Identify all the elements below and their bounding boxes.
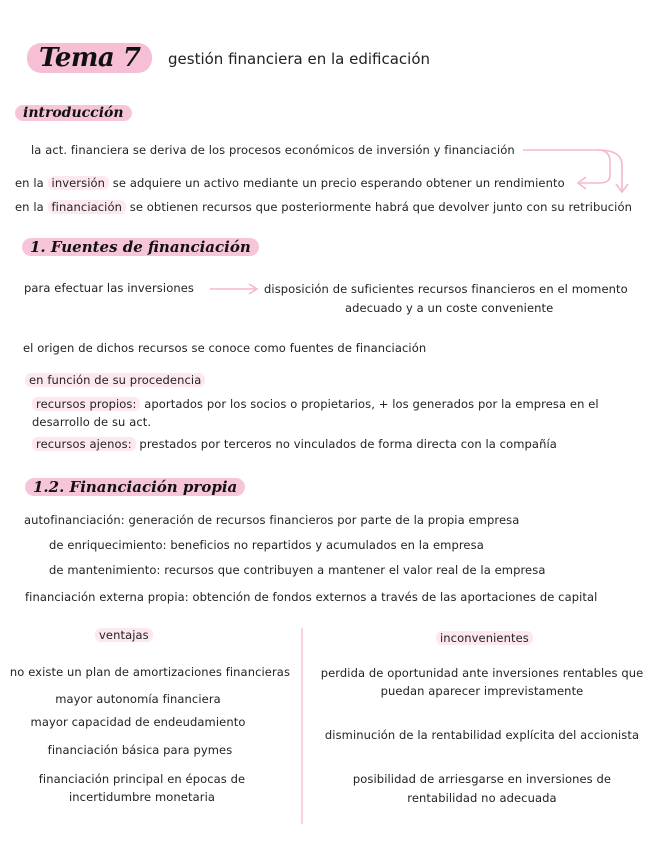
advantage-item: mayor capacidad de endeudamiento — [30, 715, 246, 729]
external-resources-label: recursos ajenos: — [32, 437, 136, 451]
section-1-left: para efectuar las inversiones — [24, 281, 194, 295]
column-divider — [301, 628, 303, 824]
enrichment-text: beneficios no repartidos y acumulados en la empresa — [166, 538, 484, 552]
section-1-2-heading: 1.2. Financiación propia — [25, 478, 245, 496]
intro-line-1: la act. financiera se deriva de los procesos económicos de inversión y financiación — [31, 143, 515, 157]
disadvantage-item: puedan aparecer imprevistamente — [380, 684, 584, 698]
own-resources-label: recursos propios: — [32, 397, 140, 411]
section-1-right-line-2: adecuado y a un coste conveniente — [345, 301, 554, 315]
intro-line-2-suffix: se adquiere un activo mediante un precio esperando obtener un rendimiento — [109, 176, 565, 190]
page-subtitle: gestión financiera en la edificación — [168, 50, 431, 68]
advantage-item: no existe un plan de amortizaciones financieras — [9, 665, 291, 679]
section-1-right-line-1: disposición de suficientes recursos financieros en el momento — [264, 282, 628, 296]
disadvantage-item: perdida de oportunidad ante inversiones rentables que — [320, 666, 644, 680]
disadvantage-item: posibilidad de arriesgarse en inversiones de — [352, 772, 612, 786]
enrichment-line — [49, 537, 484, 554]
self-financing-text: generación de recursos financieros por parte de la propia empresa — [124, 513, 520, 527]
external-own-financing-label: financiación externa propia: — [25, 590, 189, 604]
external-own-financing-line — [25, 589, 597, 606]
advantage-item: financiación principal en épocas de — [38, 772, 246, 786]
self-financing-label: autofinanciación: — [24, 513, 125, 527]
external-own-financing-text: obtención de fondos externos a través de las aportaciones de capital — [188, 590, 598, 604]
section-1-heading: 1. Fuentes de financiación — [22, 238, 259, 256]
own-resources-line-1 — [32, 396, 599, 413]
intro-line-3-suffix: se obtienen recursos que posteriormente habrá que devolver junto con su retribución — [126, 200, 632, 214]
intro-line-2-prefix: en la — [15, 176, 48, 190]
advantages-title: ventajas — [95, 628, 153, 642]
own-resources-text: aportados por los socios o propietarios, + los generados por la empresa en el — [140, 397, 599, 411]
external-resources-line — [32, 436, 557, 453]
page-title: Tema 7 — [27, 43, 152, 73]
intro-heading: introducción — [15, 105, 132, 121]
intro-line-3-prefix: en la — [15, 200, 48, 214]
disadvantage-item: rentabilidad no adecuada — [407, 791, 557, 805]
section-1-origin: el origen de dichos recursos se conoce como fuentes de financiación — [23, 341, 427, 355]
maintenance-label: de mantenimiento: — [49, 563, 161, 577]
disadvantages-title: inconvenientes — [436, 631, 533, 645]
external-resources-text: prestados por terceros no vinculados de forma directa con la compañía — [135, 437, 557, 451]
maintenance-text: recursos que contribuyen a mantener el valor real de la empresa — [160, 563, 546, 577]
disadvantage-item: disminución de la rentabilidad explícita del accionista — [324, 728, 640, 742]
intro-investment-term: inversión — [48, 176, 110, 190]
own-resources-line-2: desarrollo de su act. — [32, 415, 152, 429]
advantage-item: mayor autonomía financiera — [55, 692, 221, 706]
enrichment-label: de enriquecimiento: — [49, 538, 167, 552]
self-financing-line — [24, 512, 519, 529]
intro-financing-term: financiación — [48, 200, 126, 214]
by-origin-label: en función de su procedencia — [25, 373, 205, 387]
advantage-item: incertidumbre monetaria — [68, 790, 216, 804]
maintenance-line — [49, 562, 545, 579]
advantage-item: financiación básica para pymes — [47, 743, 233, 757]
